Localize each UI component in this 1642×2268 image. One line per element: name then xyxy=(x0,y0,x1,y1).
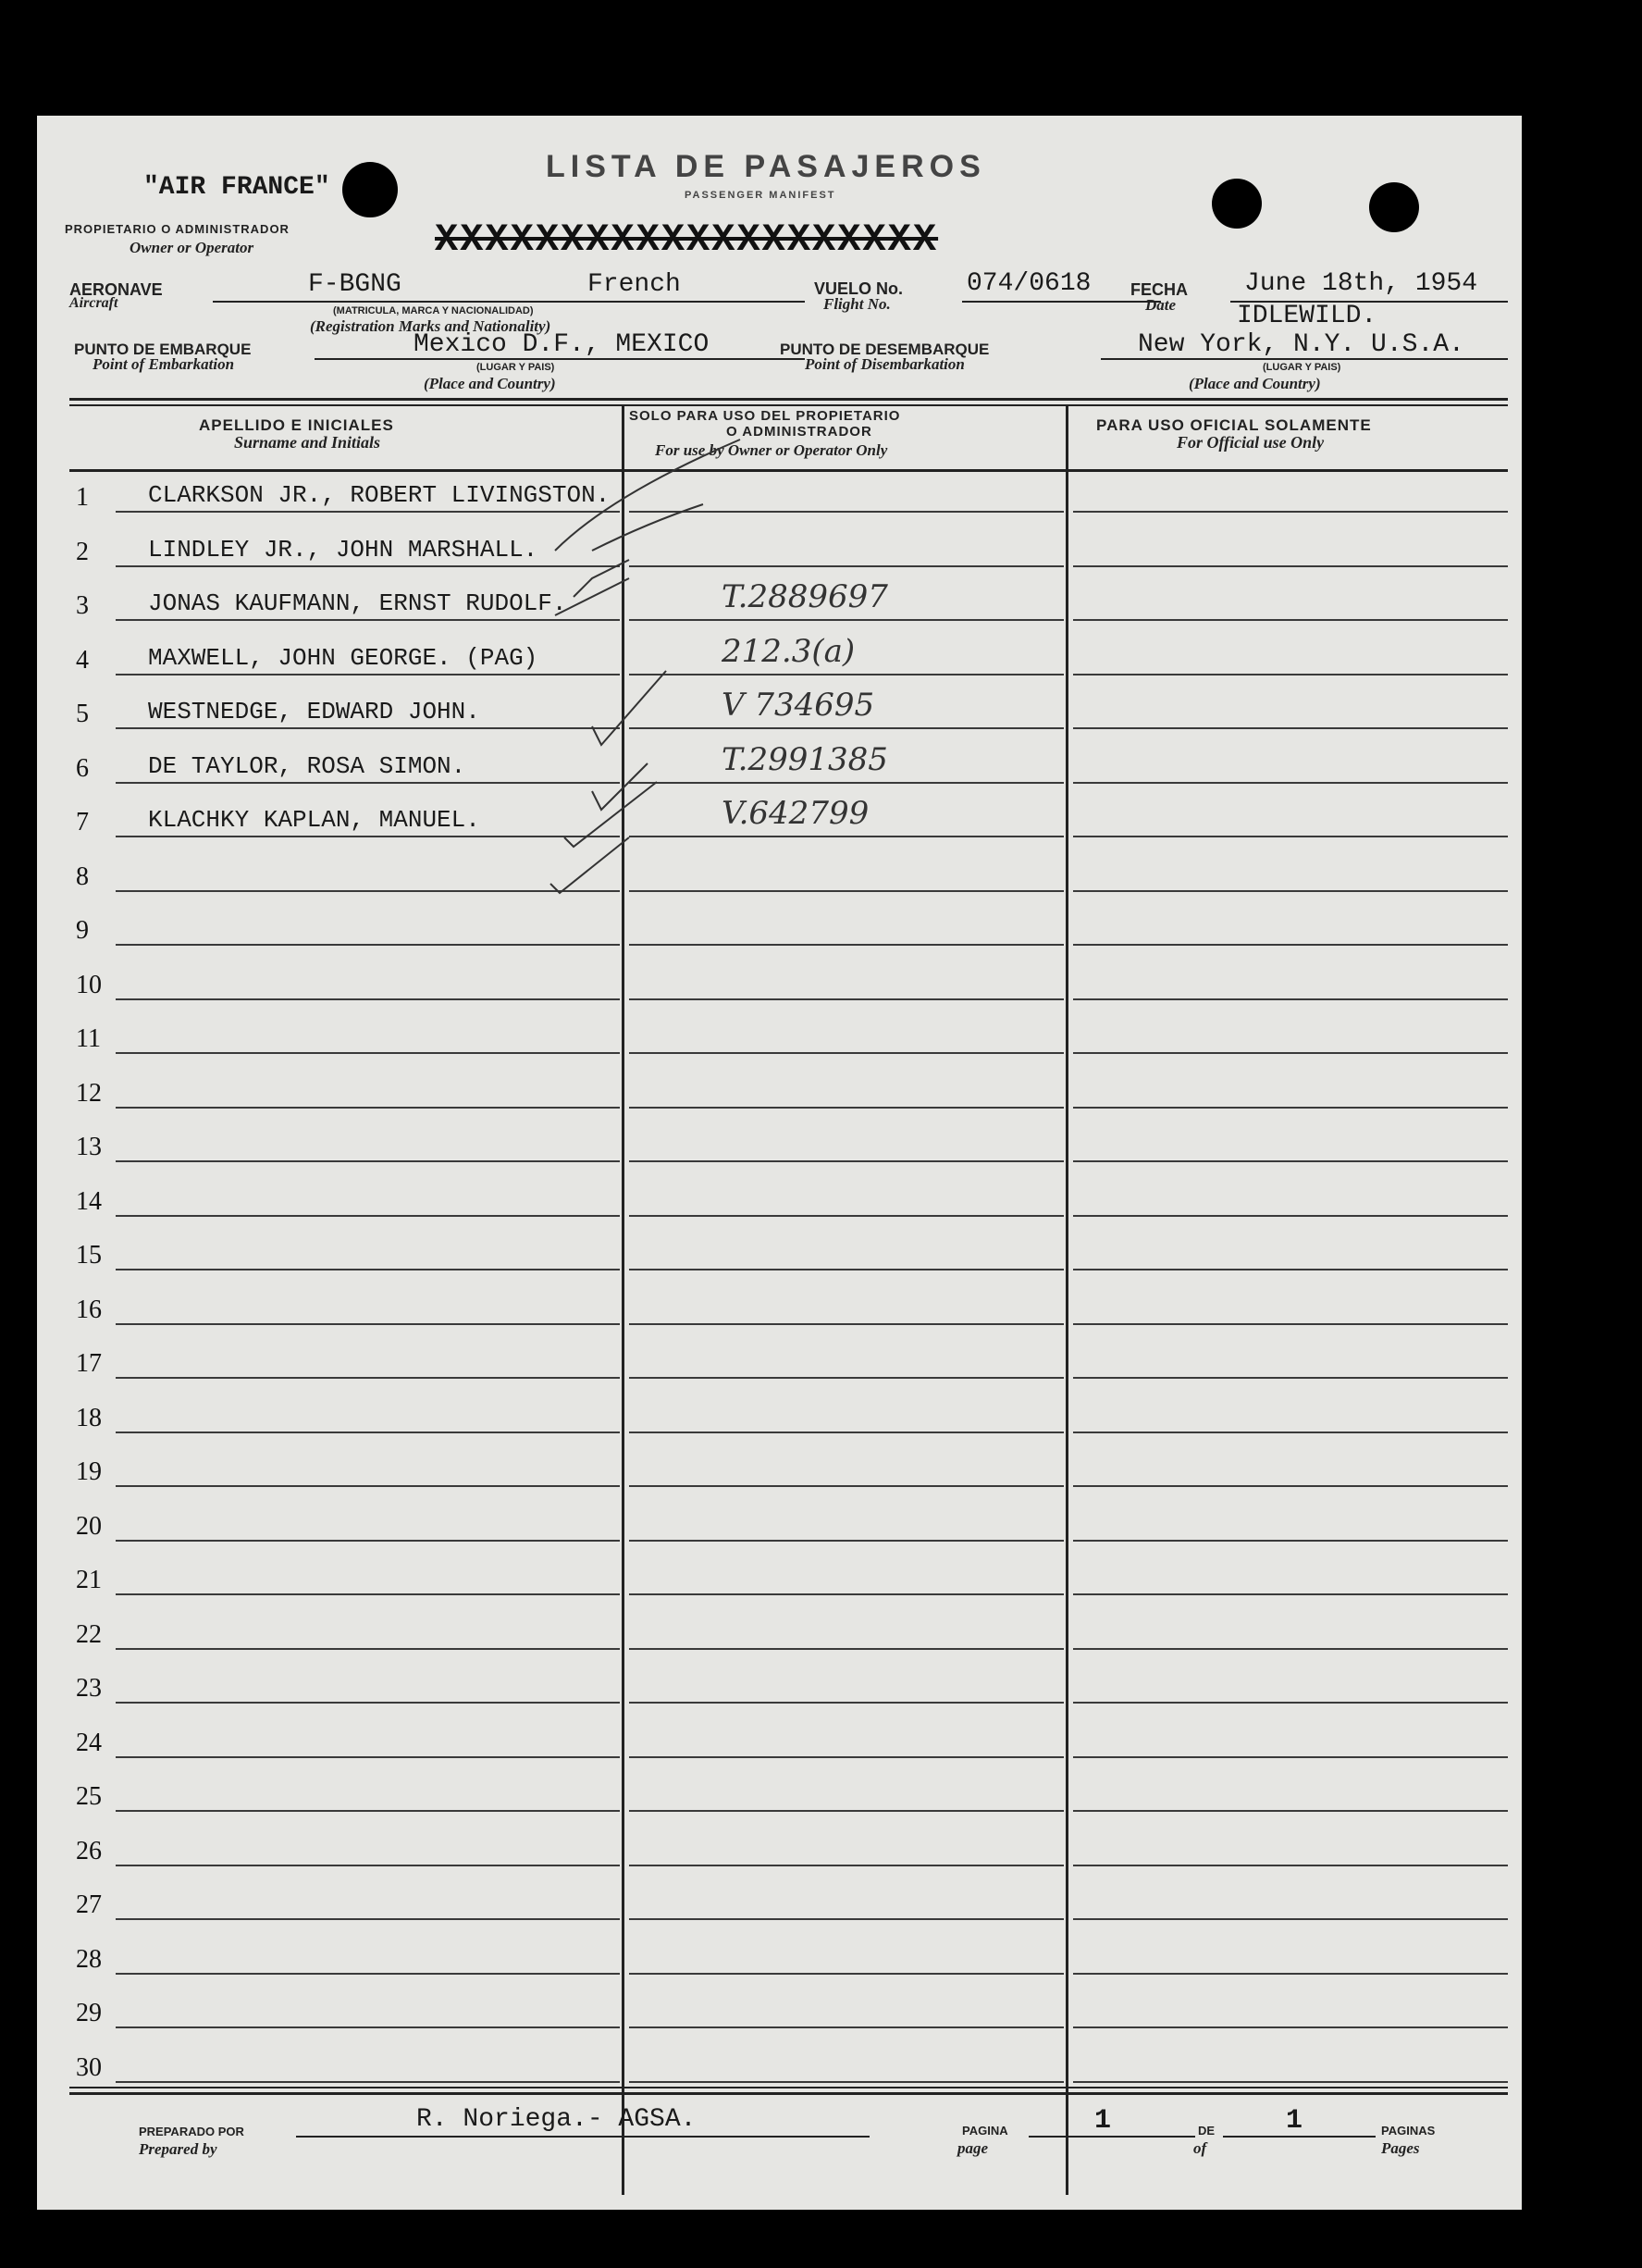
check-mark xyxy=(592,671,666,745)
flight-label: VUELO No. xyxy=(814,279,904,298)
row-number: 21 xyxy=(76,1566,102,1594)
row-number: 26 xyxy=(76,1837,102,1865)
row-line xyxy=(1073,1160,1508,1162)
prepared-label-en: Prepared by xyxy=(139,2140,217,2158)
disembarkation-airport: IDLEWILD. xyxy=(1237,302,1377,330)
page-title: LISTA DE PASAJEROS xyxy=(546,149,986,184)
row-line xyxy=(1073,1323,1508,1325)
owner-notation: 212.3(a) xyxy=(722,633,856,670)
row-line xyxy=(1073,1865,1508,1866)
row-number: 9 xyxy=(76,916,89,945)
aircraft-label-en: Aircraft xyxy=(69,295,118,311)
row-line xyxy=(116,2026,620,2028)
row-line xyxy=(629,1865,1064,1866)
row-number: 22 xyxy=(76,1620,102,1649)
row-number: 13 xyxy=(76,1133,102,1161)
of-label-en: of xyxy=(1193,2139,1207,2157)
row-line xyxy=(116,1215,620,1217)
row-line xyxy=(1073,998,1508,1000)
row-line xyxy=(116,1107,620,1109)
row-line xyxy=(629,1756,1064,1758)
owner-struck-out: XXXXXXXXXXXXXXXXXXXX xyxy=(435,217,939,262)
row-line xyxy=(116,1702,620,1704)
date-label: FECHA xyxy=(1130,280,1188,299)
row-number: 19 xyxy=(76,1457,102,1486)
passenger-name: JONAS KAUFMANN, ERNST RUDOLF. xyxy=(148,589,567,617)
aircraft-registration: F-BGNG xyxy=(308,270,401,299)
row-line xyxy=(1073,1052,1508,1054)
row-number: 8 xyxy=(76,862,89,891)
row-line xyxy=(116,1756,620,1758)
check-mark xyxy=(555,440,740,551)
row-line xyxy=(116,1052,620,1054)
row-number: 2 xyxy=(76,538,89,566)
row-line xyxy=(629,1323,1064,1325)
row-line xyxy=(1073,2081,1508,2083)
row-line xyxy=(116,1918,620,1920)
date-label-en: Date xyxy=(1145,296,1177,314)
row-line xyxy=(116,1593,620,1595)
check-mark xyxy=(564,782,657,847)
embarkation-label: PUNTO DE EMBARQUE xyxy=(74,341,252,358)
passenger-name: WESTNEDGE, EDWARD JOHN. xyxy=(148,698,480,725)
disembarkation-sub-label: (LUGAR Y PAIS) xyxy=(1263,362,1341,373)
row-line xyxy=(629,1269,1064,1270)
row-line xyxy=(1073,1377,1508,1379)
passenger-name: DE TAYLOR, ROSA SIMON. xyxy=(148,752,466,780)
row-line xyxy=(629,1973,1064,1975)
row-line xyxy=(116,1865,620,1866)
col-header-official-en: For Official use Only xyxy=(1177,433,1325,452)
row-line xyxy=(629,1431,1064,1433)
row-line xyxy=(1073,1107,1508,1109)
owner-notation: T.2991385 xyxy=(722,741,888,778)
row-line xyxy=(629,1485,1064,1487)
row-number: 4 xyxy=(76,646,89,675)
row-line xyxy=(629,1377,1064,1379)
flight-date: June 18th, 1954 xyxy=(1244,269,1478,298)
passenger-name: CLARKSON JR., ROBERT LIVINGSTON. xyxy=(148,481,611,509)
row-number: 16 xyxy=(76,1295,102,1324)
row-line xyxy=(116,1431,620,1433)
row-line xyxy=(629,1160,1064,1162)
row-number: 7 xyxy=(76,808,89,837)
row-number: 30 xyxy=(76,2053,102,2082)
col-header-surname-en: Surname and Initials xyxy=(234,433,381,452)
row-line xyxy=(629,1810,1064,1812)
row-line xyxy=(116,1540,620,1542)
row-number: 3 xyxy=(76,591,89,620)
row-number: 12 xyxy=(76,1079,102,1108)
col-header-owner-en: For use by Owner or Operator Only xyxy=(655,441,888,459)
row-line xyxy=(1073,1215,1508,1217)
disembarkation-label-en: Point of Disembarkation xyxy=(805,355,965,373)
embarkation-label-en: Point of Embarkation xyxy=(93,355,235,373)
disembarkation-sub-label-en: (Place and Country) xyxy=(1189,375,1321,392)
row-line xyxy=(629,998,1064,1000)
prepared-label: PREPARADO POR xyxy=(139,2125,244,2138)
row-number: 11 xyxy=(76,1024,101,1053)
row-line xyxy=(629,1107,1064,1109)
aircraft-sub-label: (MATRICULA, MARCA Y NACIONALIDAD) xyxy=(333,305,534,316)
owner-label-en: Owner or Operator xyxy=(130,239,254,256)
row-number: 29 xyxy=(76,1999,102,2027)
row-line xyxy=(629,2026,1064,2028)
page-label-en: page xyxy=(957,2139,989,2157)
total-pages: 1 xyxy=(1286,2105,1303,2137)
owner-label: PROPIETARIO O ADMINISTRADOR xyxy=(65,222,290,236)
row-number: 27 xyxy=(76,1890,102,1919)
col-header-owner-1: SOLO PARA USO DEL PROPIETARIO xyxy=(629,408,901,424)
page-subtitle: PASSENGER MANIFEST xyxy=(685,190,836,201)
row-number: 15 xyxy=(76,1241,102,1270)
row-number: 18 xyxy=(76,1404,102,1432)
row-line xyxy=(1073,1540,1508,1542)
embarkation-sub-label: (LUGAR Y PAIS) xyxy=(476,362,555,373)
row-line xyxy=(629,1540,1064,1542)
row-number: 1 xyxy=(76,483,89,512)
row-line xyxy=(629,1215,1064,1217)
page-number: 1 xyxy=(1094,2105,1112,2137)
row-line xyxy=(116,1810,620,1812)
owner-notation: T.2889697 xyxy=(722,578,888,615)
airline-name: "AIR FRANCE" xyxy=(143,173,330,202)
row-line xyxy=(1073,1269,1508,1270)
flight-number: 074/0618 xyxy=(967,269,1092,298)
check-mark xyxy=(550,837,629,893)
row-number: 23 xyxy=(76,1674,102,1703)
row-line xyxy=(1073,1973,1508,1975)
row-line xyxy=(629,1648,1064,1650)
row-number: 20 xyxy=(76,1512,102,1541)
row-line xyxy=(1073,2026,1508,2028)
aircraft-sub-label-en: (Registration Marks and Nationality) xyxy=(310,317,551,335)
row-number: 17 xyxy=(76,1349,102,1378)
of-label: DE xyxy=(1198,2124,1216,2138)
prepared-value: R. Noriega.- AGSA. xyxy=(416,2105,697,2134)
check-mark xyxy=(555,578,629,615)
row-line xyxy=(116,2081,620,2083)
row-line xyxy=(1073,1756,1508,1758)
passenger-name: MAXWELL, JOHN GEORGE. (PAG) xyxy=(148,644,538,672)
row-number: 25 xyxy=(76,1782,102,1811)
embarkation-value: Mexico D.F., MEXICO xyxy=(414,330,710,359)
check-mark xyxy=(592,763,648,810)
row-number: 6 xyxy=(76,754,89,783)
row-number: 5 xyxy=(76,700,89,728)
row-line xyxy=(116,1377,620,1379)
pages-label-en: Pages xyxy=(1381,2139,1420,2157)
manifest-page xyxy=(37,116,1522,2210)
disembarkation-value: New York, N.Y. U.S.A. xyxy=(1138,330,1464,359)
row-line xyxy=(629,1702,1064,1704)
row-line xyxy=(116,1160,620,1162)
row-line xyxy=(629,2081,1064,2083)
row-line xyxy=(1073,1485,1508,1487)
disembarkation-label: PUNTO DE DESEMBARQUE xyxy=(780,341,990,358)
embarkation-sub-label-en: (Place and Country) xyxy=(424,375,556,392)
row-line xyxy=(116,998,620,1000)
pages-label: PAGINAS xyxy=(1381,2124,1436,2138)
row-line xyxy=(116,1973,620,1975)
row-line xyxy=(1073,1648,1508,1650)
row-line xyxy=(1073,1918,1508,1920)
check-mark xyxy=(592,504,703,551)
passenger-name: KLACHKY KAPLAN, MANUEL. xyxy=(148,806,480,834)
row-number: 28 xyxy=(76,1945,102,1974)
passenger-name: LINDLEY JR., JOHN MARSHALL. xyxy=(148,536,538,564)
row-number: 14 xyxy=(76,1187,102,1216)
row-line xyxy=(116,1269,620,1270)
page-label: PAGINA xyxy=(962,2124,1008,2138)
row-number: 10 xyxy=(76,971,102,999)
row-line xyxy=(629,1593,1064,1595)
row-line xyxy=(1073,1810,1508,1812)
check-marks xyxy=(37,116,1522,948)
row-line xyxy=(1073,1431,1508,1433)
col-header-official: PARA USO OFICIAL SOLAMENTE xyxy=(1096,416,1372,434)
row-number: 24 xyxy=(76,1729,102,1757)
row-line xyxy=(1073,1702,1508,1704)
owner-notation: V.642799 xyxy=(722,795,870,832)
row-line xyxy=(116,1485,620,1487)
row-line xyxy=(629,1052,1064,1054)
aircraft-label: AERONAVE xyxy=(69,280,163,299)
col-header-owner-2: O ADMINISTRADOR xyxy=(726,424,872,440)
row-line xyxy=(1073,1593,1508,1595)
row-line xyxy=(629,1918,1064,1920)
row-line xyxy=(116,1323,620,1325)
col-header-surname: APELLIDO E INICIALES xyxy=(199,416,394,434)
row-line xyxy=(116,1648,620,1650)
owner-notation: V 734695 xyxy=(722,687,875,724)
flight-label-en: Flight No. xyxy=(823,295,891,313)
aircraft-nationality: French xyxy=(587,270,681,299)
